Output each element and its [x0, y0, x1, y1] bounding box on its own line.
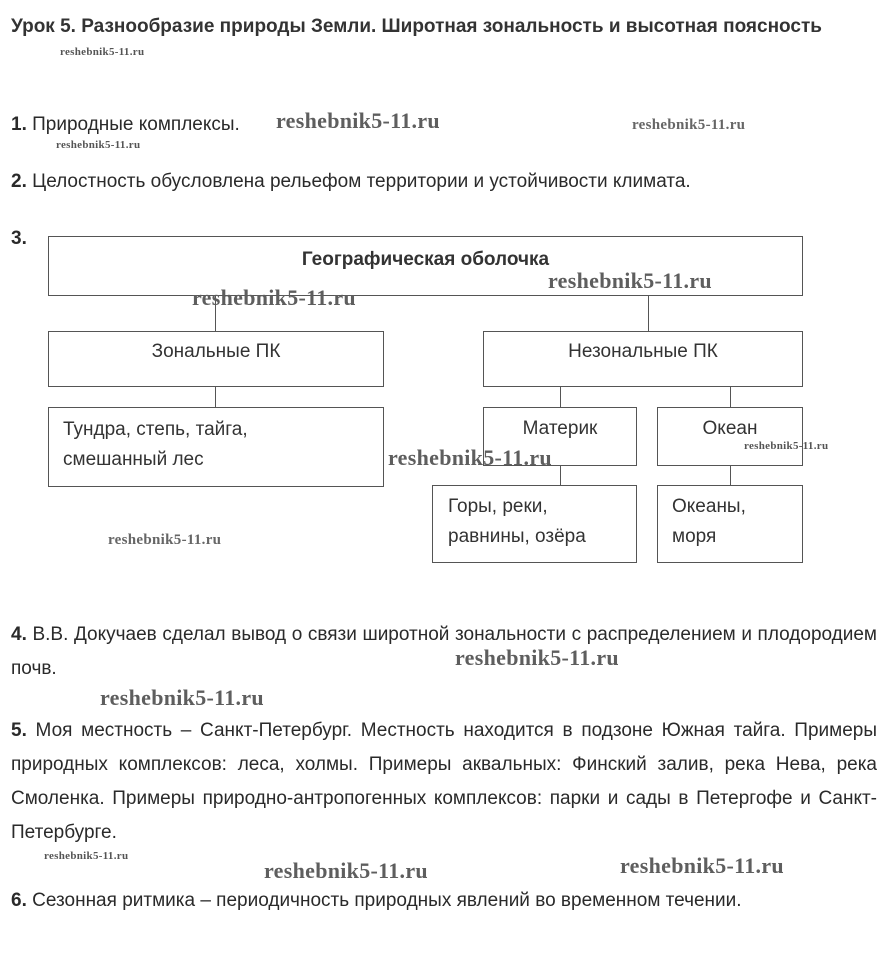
- watermark: reshebnik5-11.ru: [56, 139, 141, 151]
- item-2-number: 2.: [11, 171, 27, 192]
- watermark: reshebnik5-11.ru: [455, 645, 619, 670]
- item-1: [11, 108, 877, 142]
- root-label: Географическая оболочка: [301, 249, 550, 270]
- connector-azonal-ocean: [730, 386, 731, 408]
- page-title: Урок 5. Разнообразие природы Земли. Широтная зональность и высотная поясность: [11, 16, 822, 37]
- item-3-number: 3.: [11, 228, 27, 249]
- watermark: reshebnik5-11.ru: [264, 858, 428, 883]
- item-6: [11, 884, 877, 918]
- azonal-box: [483, 331, 803, 387]
- zonal-examples-label: Тундра, степь, тайга, смешанный лес: [63, 419, 248, 470]
- zonal-examples-box: [48, 407, 384, 487]
- watermark: reshebnik5-11.ru: [44, 850, 129, 862]
- ocean-examples-label: Океаны, моря: [672, 496, 746, 547]
- item-2: [11, 165, 877, 199]
- continent-examples-label: Горы, реки, равнины, озёра: [448, 496, 586, 547]
- item-5-text: Моя местность – Санкт-Петербург. Местность находится в подзоне Южная тайга. Примеры природных комплексов: леса, холмы. Примеры аквальных: Финский залив, река Нева, река Смоленка. Примеры природно-антропогенных комплексов: парки и сады в Петергофе и Санкт-Петербурге.: [11, 720, 877, 843]
- item-5: [11, 714, 877, 850]
- azonal-label: Незональные ПК: [568, 341, 718, 362]
- ocean-box: [657, 407, 803, 466]
- connector-continent-examples: [560, 465, 561, 486]
- item-6-text: Сезонная ритмика – периодичность природных явлений во временном течении.: [26, 890, 742, 911]
- watermark: reshebnik5-11.ru: [276, 108, 440, 133]
- item-4-text: В.В. Докучаев сделал вывод о связи широтной зональности с распределением и плодородием почв.: [11, 624, 877, 679]
- watermark: reshebnik5-11.ru: [620, 853, 784, 878]
- connector-zonal-examples: [215, 386, 216, 408]
- watermark: reshebnik5-11.ru: [192, 285, 356, 310]
- connector-root-azonal: [648, 295, 649, 332]
- watermark: reshebnik5-11.ru: [108, 532, 222, 548]
- item-4: [11, 618, 877, 686]
- watermark: reshebnik5-11.ru: [548, 268, 712, 293]
- connector-ocean-examples: [730, 465, 731, 486]
- connector-azonal-continent: [560, 386, 561, 408]
- zonal-box: [48, 331, 384, 387]
- item-1-text: Природные комплексы.: [26, 114, 240, 135]
- item-4-number: 4.: [11, 624, 27, 645]
- ocean-examples-box: [657, 485, 803, 563]
- watermark: reshebnik5-11.ru: [388, 445, 552, 470]
- item-6-number: 6.: [11, 890, 27, 911]
- zonal-label: Зональные ПК: [151, 341, 281, 362]
- item-1-number: 1.: [11, 114, 27, 135]
- watermark: reshebnik5-11.ru: [60, 46, 145, 58]
- item-2-text: Целостность обусловлена рельефом территории и устойчивости климата.: [26, 171, 691, 192]
- continent-examples-box: [432, 485, 637, 563]
- watermark: reshebnik5-11.ru: [744, 440, 829, 452]
- watermark: reshebnik5-11.ru: [632, 117, 746, 133]
- watermark: reshebnik5-11.ru: [100, 685, 264, 710]
- continent-label: Материк: [522, 418, 598, 439]
- item-5-number: 5.: [11, 720, 27, 741]
- ocean-label: Океан: [702, 418, 758, 439]
